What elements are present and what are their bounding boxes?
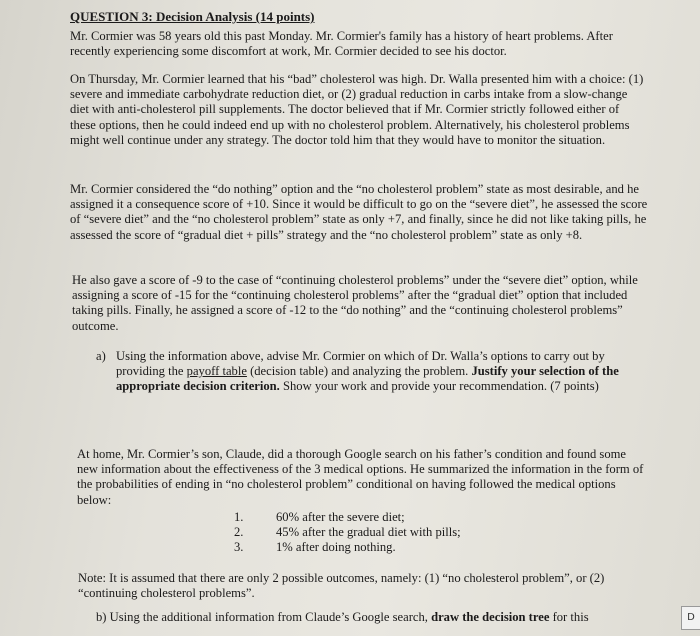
paragraph-intro: Mr. Cormier was 58 years old this past Monday. Mr. Cormier's family has a history of heart problems. After recently experiencing some discomfort at work, Mr. Cormier decided to see his doctor. xyxy=(70,29,613,59)
part-a-body xyxy=(116,349,648,395)
part-b-text-1: Using the additional information from Claude’s Google search, xyxy=(109,610,432,624)
paragraph-doctor-choice: On Thursday, Mr. Cormier learned that his “bad” cholesterol was high. Dr. Walla presented him with a choice: (1) severe and immediate carbohydrate reduction diet, or (2) gradual reduction in carbs intake from a slow-change diet with anti-cholesterol pill supplements. The doctor believed that if Mr. Cormier strictly followed either of these options, then he could indeed end up with no cholesterol problem. Alternatively, his cholesterol problems might well continue under any strategy. The doctor told him that they would have to monitor the situation. xyxy=(70,72,644,147)
list-item xyxy=(234,540,614,555)
list-item-number: 1. xyxy=(234,510,244,524)
question-title: QUESTION 3: Decision Analysis (14 points) xyxy=(70,9,315,24)
part-a-text-2: (decision table) and analyzing the problem. xyxy=(246,364,472,379)
part-a-label: a) xyxy=(96,349,106,363)
part-a-text-3: Show your work and provide your recommendation. (7 points) xyxy=(279,379,599,394)
paragraph-consequence-scores: Mr. Cormier considered the “do nothing” option and the “no cholesterol problem” state as most desirable, and he assigned it a consequence score of +10. Since it would be difficult to go on the “severe diet”, he assessed the score of “severe diet” and the “no cholesterol problem” state as only +7, and finally, since he did not like taking pills, he assessed the score of “gradual diet + pills” strategy and the “no cholesterol problem” state as only +8. xyxy=(70,182,648,242)
part-b-bold: draw the decision tree xyxy=(431,610,550,624)
part-a-payoff-table: payoff table xyxy=(186,364,247,379)
part-a-question xyxy=(96,349,648,395)
probability-list xyxy=(234,510,614,556)
paragraph-negative-scores: He also gave a score of -9 to the case of “continuing cholesterol problems” under the “severe diet” option, while assigning a score of -15 for the “continuing cholesterol problems” after the “gradual diet” option that included taking pills. Finally, he assigned a score of -12 to the “do nothing” and the “continuing cholesterol problems” outcome. xyxy=(72,273,638,333)
list-item-text: 45% after the gradual diet with pills; xyxy=(276,525,461,540)
list-item-text: 60% after the severe diet; xyxy=(276,510,405,524)
part-a-bold: Justify your selection of the appropriate decision criterion. xyxy=(116,364,619,394)
part-b-question xyxy=(96,610,656,625)
part-a-text-1: Using the information above, advise Mr. Cormier on which of Dr. Walla’s options to carry out by providing the xyxy=(116,349,605,379)
list-item-number: 2. xyxy=(234,525,244,540)
note-paragraph: Note: It is assumed that there are only 2 possible outcomes, namely: (1) “no cholesterol problem”, or (2) “continuing cholesterol problems”. xyxy=(78,571,605,601)
part-b-label: b) xyxy=(96,610,107,624)
paragraph-claude-search: At home, Mr. Cormier’s son, Claude, did a thorough Google search on his father’s condition and found some new information about the effectiveness of the 3 medical options. He summarized the information in the form of the probabilities of ending in “no cholesterol problem” conditional on having followed the medical options below: xyxy=(77,447,644,507)
list-item-text: 1% after doing nothing. xyxy=(276,540,396,555)
list-item xyxy=(234,525,614,540)
list-item-number: 3. xyxy=(234,540,244,555)
list-item xyxy=(234,510,614,525)
corner-badge[interactable]: D xyxy=(681,606,700,630)
part-b-text-2: for this xyxy=(549,610,589,624)
